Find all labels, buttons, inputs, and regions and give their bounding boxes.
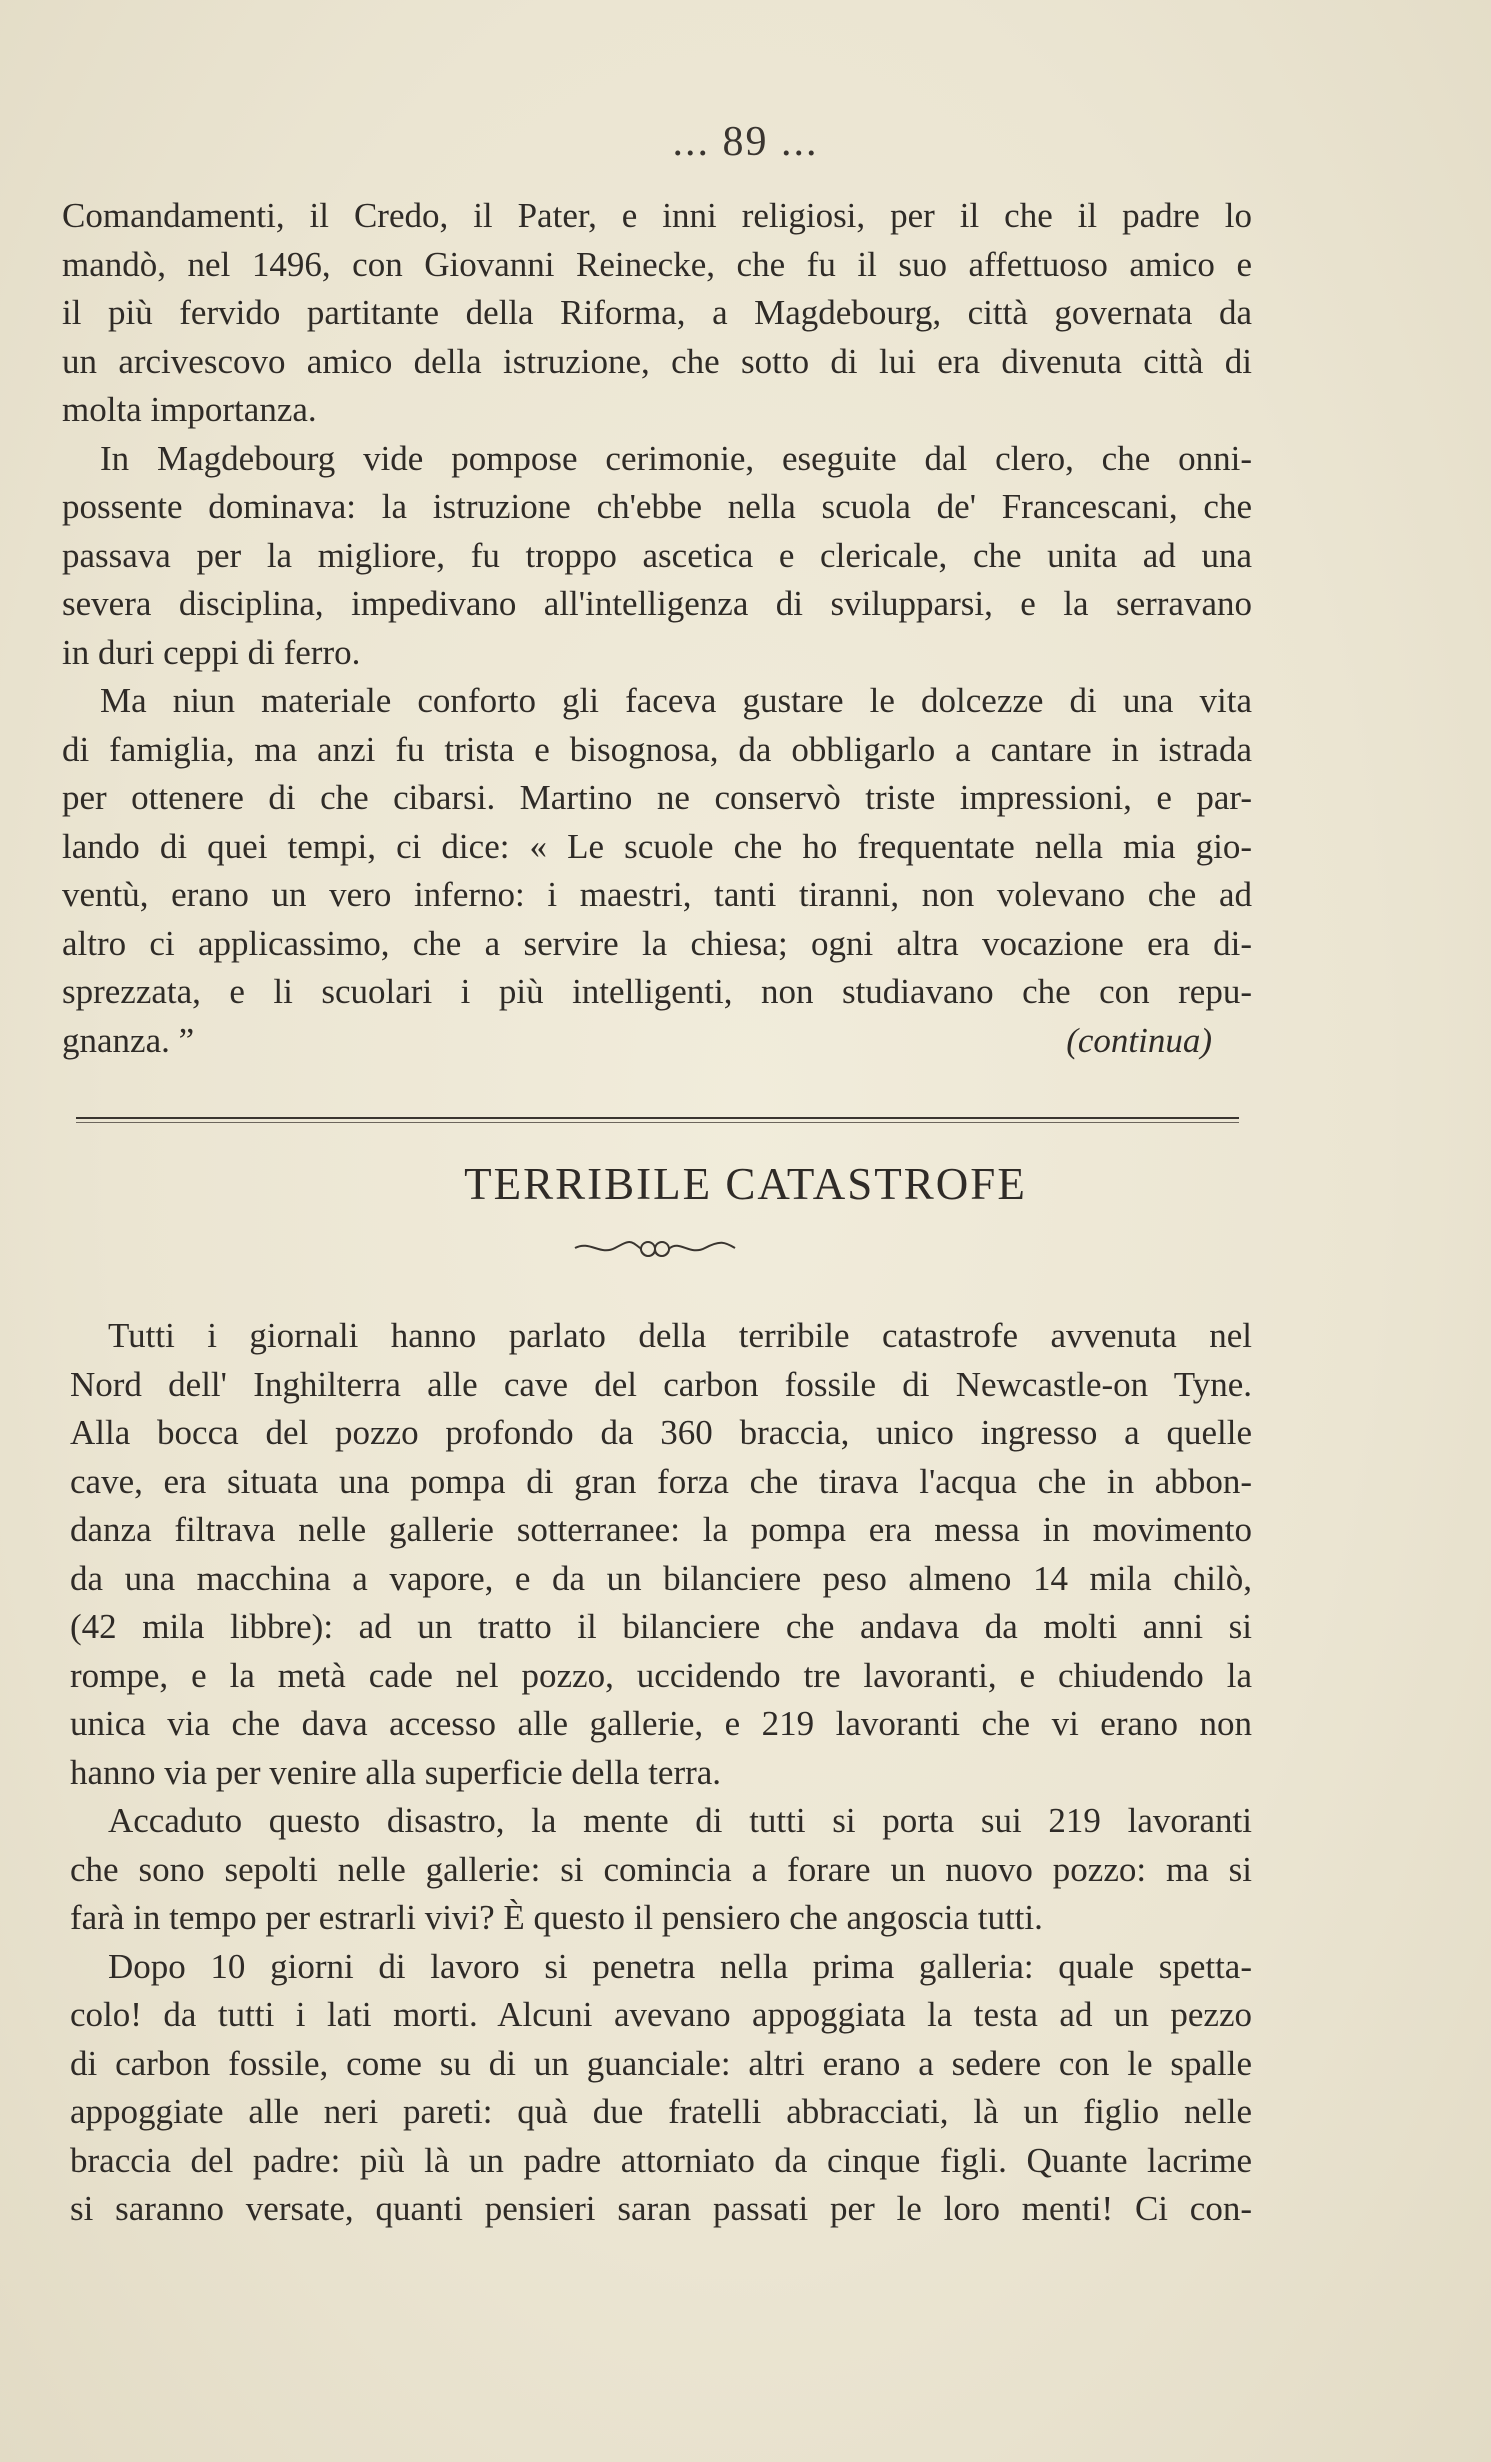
text-line: unica via che dava accesso alle gallerie, e 219 lavoranti che vi erano non <box>70 1704 1252 1743</box>
text-line: farà in tempo per estrarli vivi? È questo il pensiero che angoscia tutti. <box>70 1898 1043 1937</box>
text-line: passava per la migliore, fu troppo ascetica e clericale, che unita ad una <box>62 535 1252 575</box>
text-line: hanno via per venire alla superficie della terra. <box>70 1752 722 1792</box>
text-line: sprezzata, e li scuolari i più intelligenti, non studiavano che con repu- <box>62 972 1252 1011</box>
text-line: lando di quei tempi, ci dice: « Le scuole che ho frequentate nella mia gio- <box>62 826 1252 866</box>
section-divider-thin <box>76 1122 1239 1123</box>
text-line: Comandamenti, il Credo, il Pater, e inni religiosi, per il che il padre lo <box>62 196 1252 235</box>
text-line: si saranno versate, quanti pensieri saran passati per le loro menti! Ci con- <box>70 2189 1252 2228</box>
text-line: Nord dell' Inghilterra alle cave del carbon fossile di Newcastle-on Tyne. <box>70 1364 1252 1404</box>
text-line: cave, era situata una pompa di gran forza che tirava l'acqua che in abbon- <box>70 1461 1252 1501</box>
text-line: danza filtrava nelle gallerie sotterranee: la pompa era messa in movimento <box>70 1510 1252 1549</box>
text-line: colo! da tutti i lati morti. Alcuni avevano appoggiata la testa ad un pezzo <box>70 1995 1252 2034</box>
text-line: il più fervido partitante della Riforma, a Magdebourg, città governata da <box>62 293 1252 332</box>
text-line: (42 mila libbre): ad un tratto il bilanciere che andava da molti anni si <box>70 1607 1252 1646</box>
text-line: di famiglia, ma anzi fu trista e bisognosa, da obbligarlo a cantare in istrada <box>62 729 1252 769</box>
body-text-continuation <box>62 192 1252 1065</box>
page-number: ... 89 ... <box>672 119 819 165</box>
text-line: in duri ceppi di ferro. <box>62 632 361 672</box>
text-line: mandò, nel 1496, con Giovanni Reinecke, che fu il suo affettuoso amico e <box>62 244 1252 284</box>
text-line-end: gnanza. ” <box>62 1020 195 1060</box>
text-line: possente dominava: la istruzione ch'ebbe nella scuola de' Francescani, che <box>62 487 1252 526</box>
text-line: Alla bocca del pozzo profondo da 360 braccia, unico ingresso a quelle <box>70 1413 1252 1452</box>
text-line: rompe, e la metà cade nel pozzo, uccidendo tre lavoranti, e chiudendo la <box>70 1655 1252 1695</box>
text-line: ventù, erano un vero inferno: i maestri, tanti tiranni, non volevano che ad <box>62 875 1252 914</box>
text-line: di carbon fossile, come su di un guanciale: altri erano a sedere con le spalle <box>70 2043 1252 2083</box>
text-line: da una macchina a vapore, e da un bilanciere peso almeno 14 mila chilò, <box>70 1558 1252 1598</box>
text-line: braccia del padre: più là un padre attorniato da cinque figli. Quante lacrime <box>70 2140 1252 2180</box>
text-line: che sono sepolti nelle gallerie: si comincia a forare un nuovo pozzo: ma si <box>70 1849 1252 1889</box>
text-line: Ma niun materiale conforto gli faceva gustare le dolcezze di una vita <box>100 681 1252 720</box>
text-line: molta importanza. <box>62 390 317 429</box>
text-line-final <box>62 1017 1252 1066</box>
section-title: TERRIBILE CATASTROFE <box>464 1159 1027 1209</box>
section-divider <box>76 1117 1239 1119</box>
continua-note: (continua) <box>1066 1020 1212 1060</box>
text-line: altro ci applicassimo, che a servire la chiesa; ogni altra vocazione era di- <box>62 923 1252 963</box>
text-line: appoggiate alle neri pareti: quà due fratelli abbracciati, là un figlio nelle <box>70 2092 1252 2131</box>
text-line: Dopo 10 giorni di lavoro si penetra nella prima galleria: quale spetta- <box>108 1946 1252 1986</box>
article-body <box>70 1312 1252 2234</box>
text-line: per ottenere di che cibarsi. Martino ne conservò triste impressioni, e par- <box>62 778 1252 817</box>
text-line: un arcivescovo amico della istruzione, che sotto di lui era divenuta città di <box>62 341 1252 381</box>
text-line: Tutti i giornali hanno parlato della terribile catastrofe avvenuta nel <box>108 1316 1252 1355</box>
text-line: severa disciplina, impedivano all'intelligenza di svilupparsi, e la serravano <box>62 584 1252 623</box>
text-line: Accaduto questo disastro, la mente di tutti si porta sui 219 lavoranti <box>108 1801 1252 1840</box>
text-line: In Magdebourg vide pompose cerimonie, eseguite dal clero, che onni- <box>100 438 1252 478</box>
decorative-flourish-icon <box>570 1234 740 1264</box>
